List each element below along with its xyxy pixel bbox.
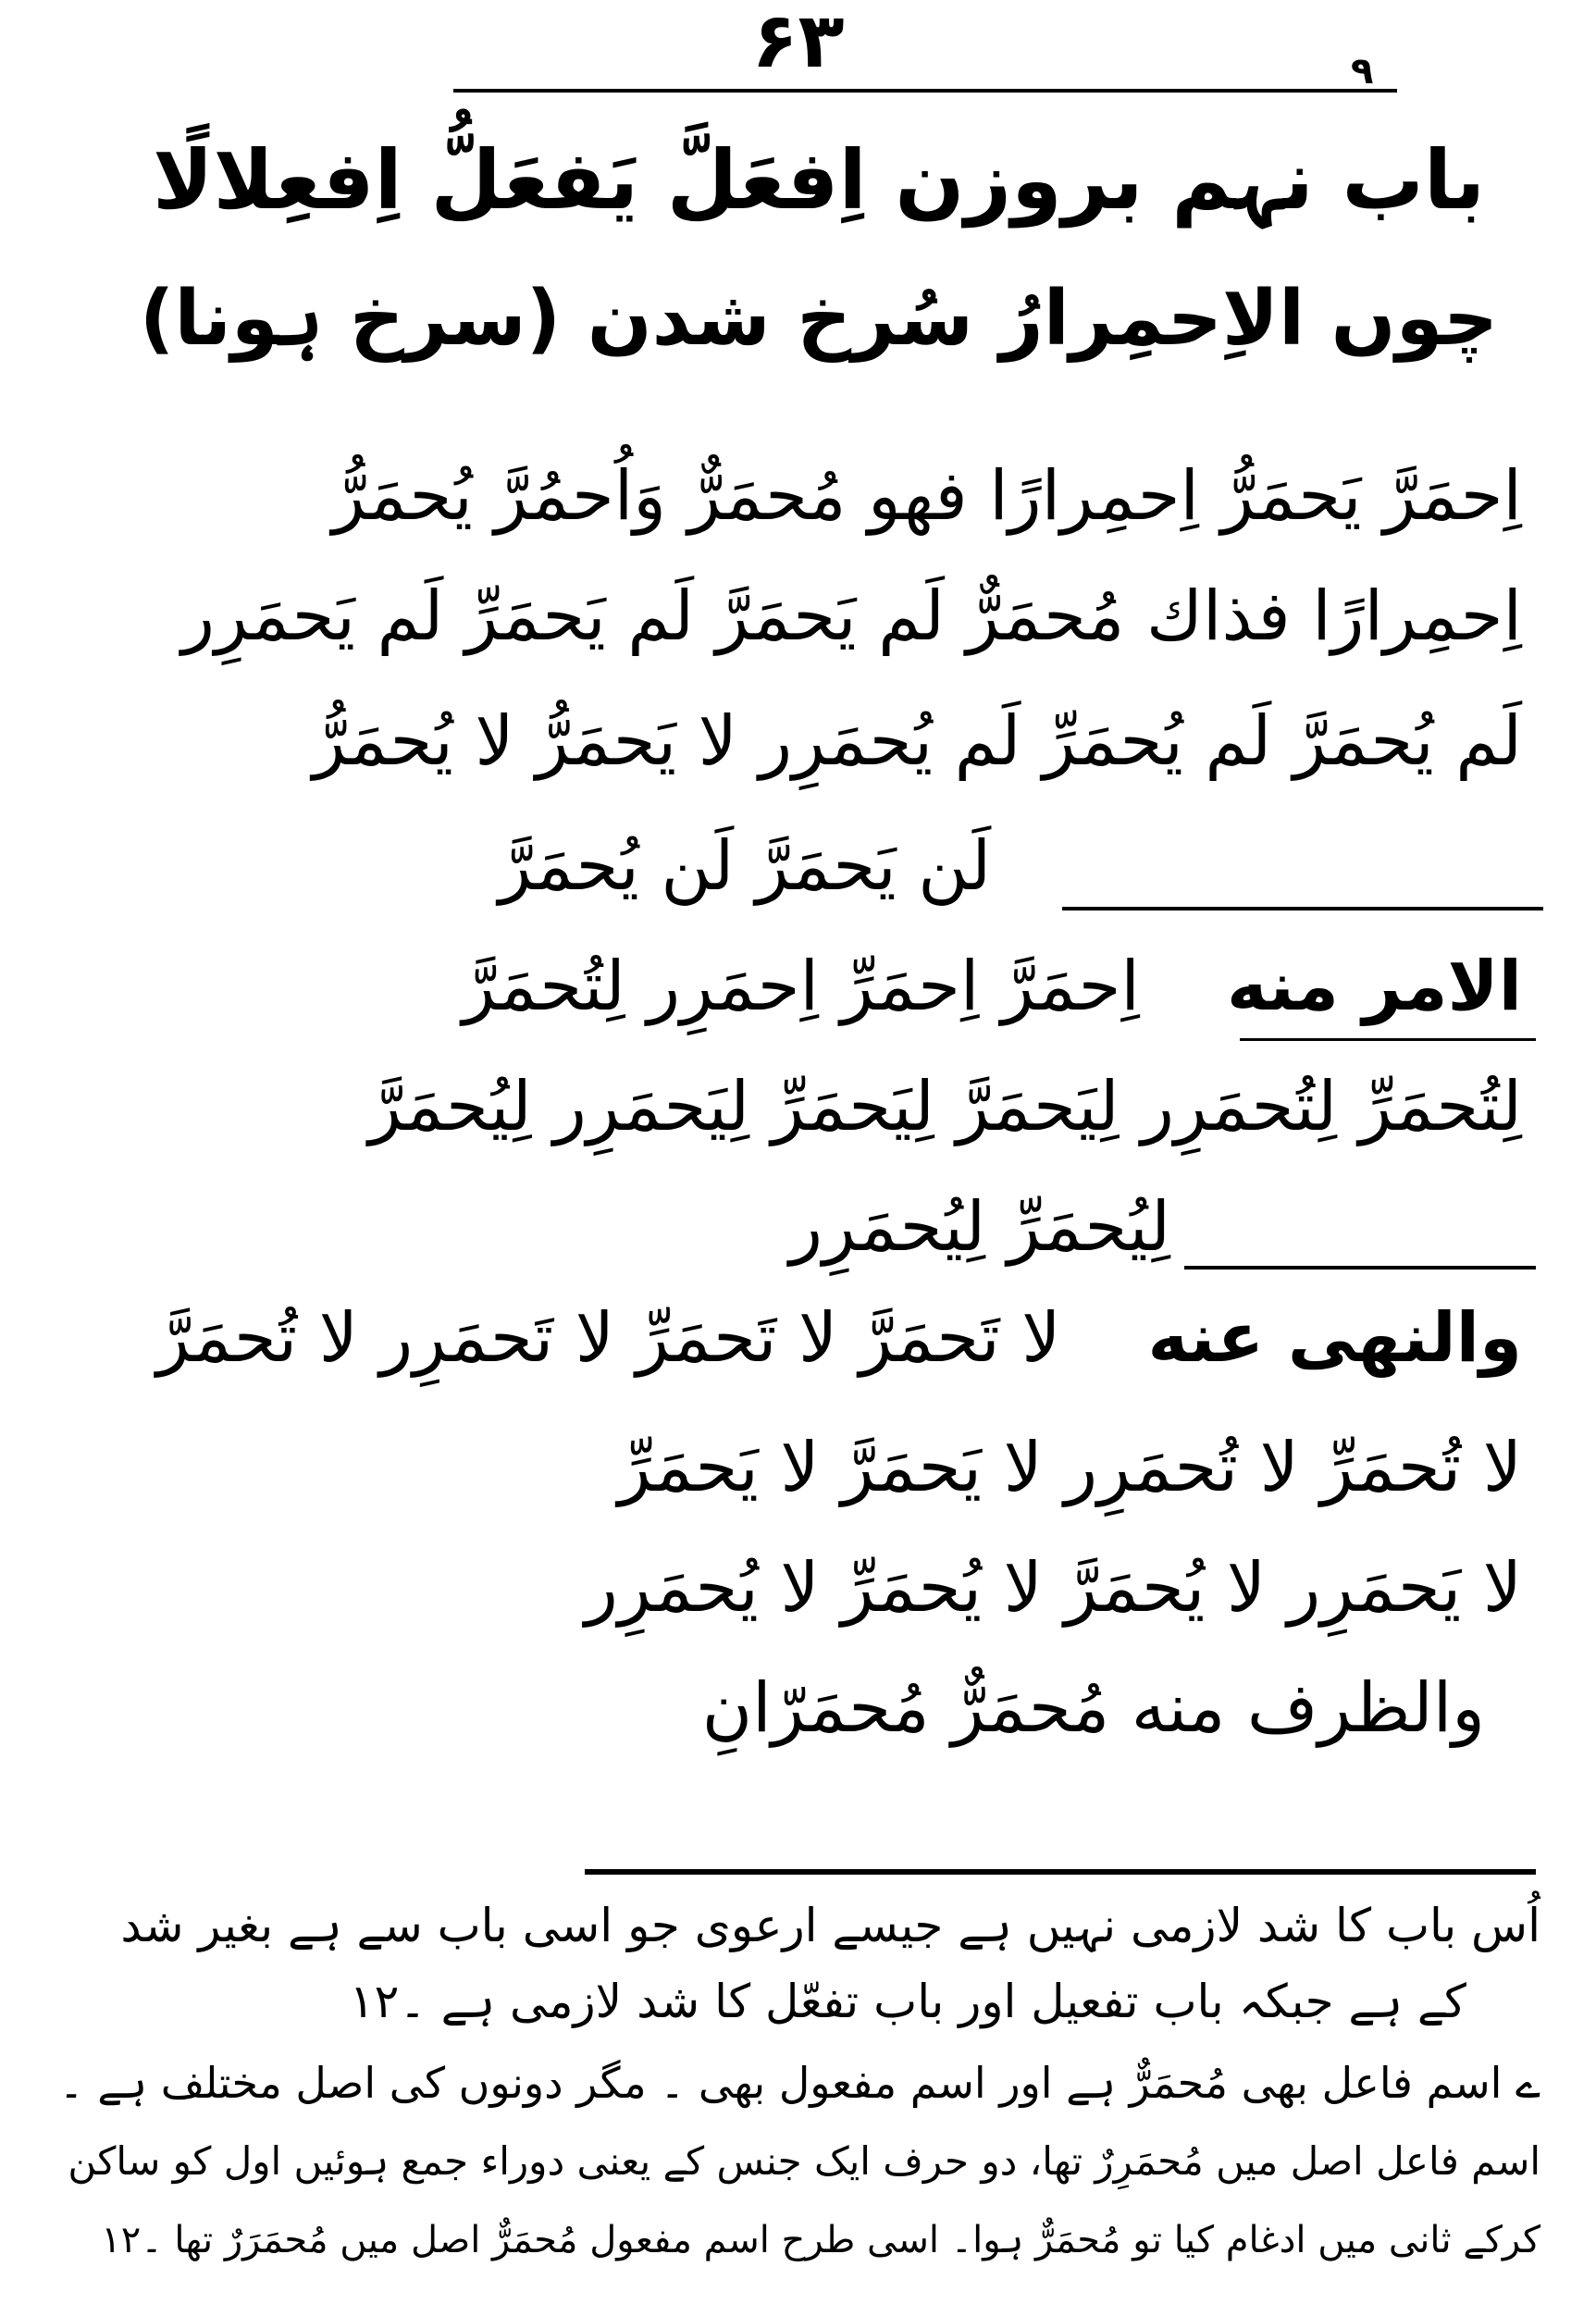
footnote-line: اسم فاعل اصل میں مُحمَرِرٌ تھا، دو حرف ایک جنس کے یعنی دوراء جمع ہوئیں اول کو ساکن <box>68 2138 1540 2184</box>
footnote-rule <box>585 1869 1536 1875</box>
amr-line: لِیُحمَرِّ لِیُحمَرِر <box>789 1187 1170 1267</box>
section-divider <box>1184 1266 1536 1270</box>
conjugation-line: لَم یُحمَرَّ لَم یُحمَرِّ لَم یُحمَرِر لا یَحمَرُّ لا یُحمَرُّ <box>312 701 1522 781</box>
footnote-line: کے ہے جبکہ باب تفعیل اور باب تفعّل کا شد لازمی ہے ۔۱۲ <box>349 1975 1466 2028</box>
nahi-forms: لا تَحمَرَّ لا تَحمَرِّ لا تَحمَرِر لا تُحمَرَّ <box>156 1298 1061 1378</box>
section-divider <box>1062 907 1543 910</box>
footnote-line: کرکے ثانی میں ادغام کیا تو مُحمَرٌّ ہوا۔ اسی طرح اسم مفعول مُحمَرٌّ اصل میں مُحمَرَرٌ تھا ۔۱۲ <box>101 2219 1540 2261</box>
conjugation-line: اِحمِرارًا فذاك مُحمَرٌّ لَم یَحمَرَّ لَم یَحمَرِّ لَم یَحمَرِر <box>181 576 1522 656</box>
title-overline <box>453 89 1397 93</box>
amr-forms: اِحمَرَّ اِحمَرِّ اِحمَرِر لِتُحمَرَّ <box>462 947 1140 1026</box>
footnote-line: ے اسم فاعل بھی مُحمَرٌّ ہے اور اسم مفعول بھی ۔ مگر دونوں کی اصل مختلف ہے ۔ <box>58 2058 1540 2108</box>
chapter-subtitle: چوں الاِحمِرارُ سُرخ شدن (سرخ ہونا) <box>139 275 1499 363</box>
amr-line <box>60 935 1522 1038</box>
title-mark: ۹ <box>1351 50 1374 93</box>
nahi-line: لا تُحمَرِّ لا تُحمَرِر لا یَحمَرَّ لا یَحمَرِّ <box>617 1428 1522 1507</box>
conjugation-line: لَن یَحمَرَّ لَن یُحمَرَّ <box>498 826 992 906</box>
nahi-line <box>60 1286 1522 1390</box>
amr-label-underline <box>1240 1038 1536 1041</box>
zarf-line: والظرف منه مُحمَرٌّ مُحمَرّانِ <box>701 1668 1485 1748</box>
chapter-title: باب نہم بروزن اِفعَلَّ یَفعَلُّ اِفعِلالًا <box>153 132 1485 228</box>
nahi-line: لا یَحمَرِر لا یُحمَرَّ لا یُحمَرِّ لا یُحمَرِر <box>585 1548 1522 1628</box>
footnote-line: اُس باب کا شد لازمی نہیں ہے جیسے ارعوی جو اسی باب سے ہے بغیر شد <box>120 1899 1540 1952</box>
amr-label: الامر منه <box>1227 947 1522 1026</box>
page-number: ۶۳ <box>751 0 845 85</box>
conjugation-line: اِحمَرَّ یَحمَرُّ اِحمِرارًا فھو مُحمَرٌّ وَاُحمُرَّ یُحمَرُّ <box>331 456 1522 536</box>
nahi-label: والنھی عنه <box>1147 1298 1522 1378</box>
amr-line: لِتُحمَرِّ لِتُحمَرِر لِیَحمَرَّ لِیَحمَرِّ لِیَحمَرِر لِیُحمَرَّ <box>368 1067 1522 1146</box>
